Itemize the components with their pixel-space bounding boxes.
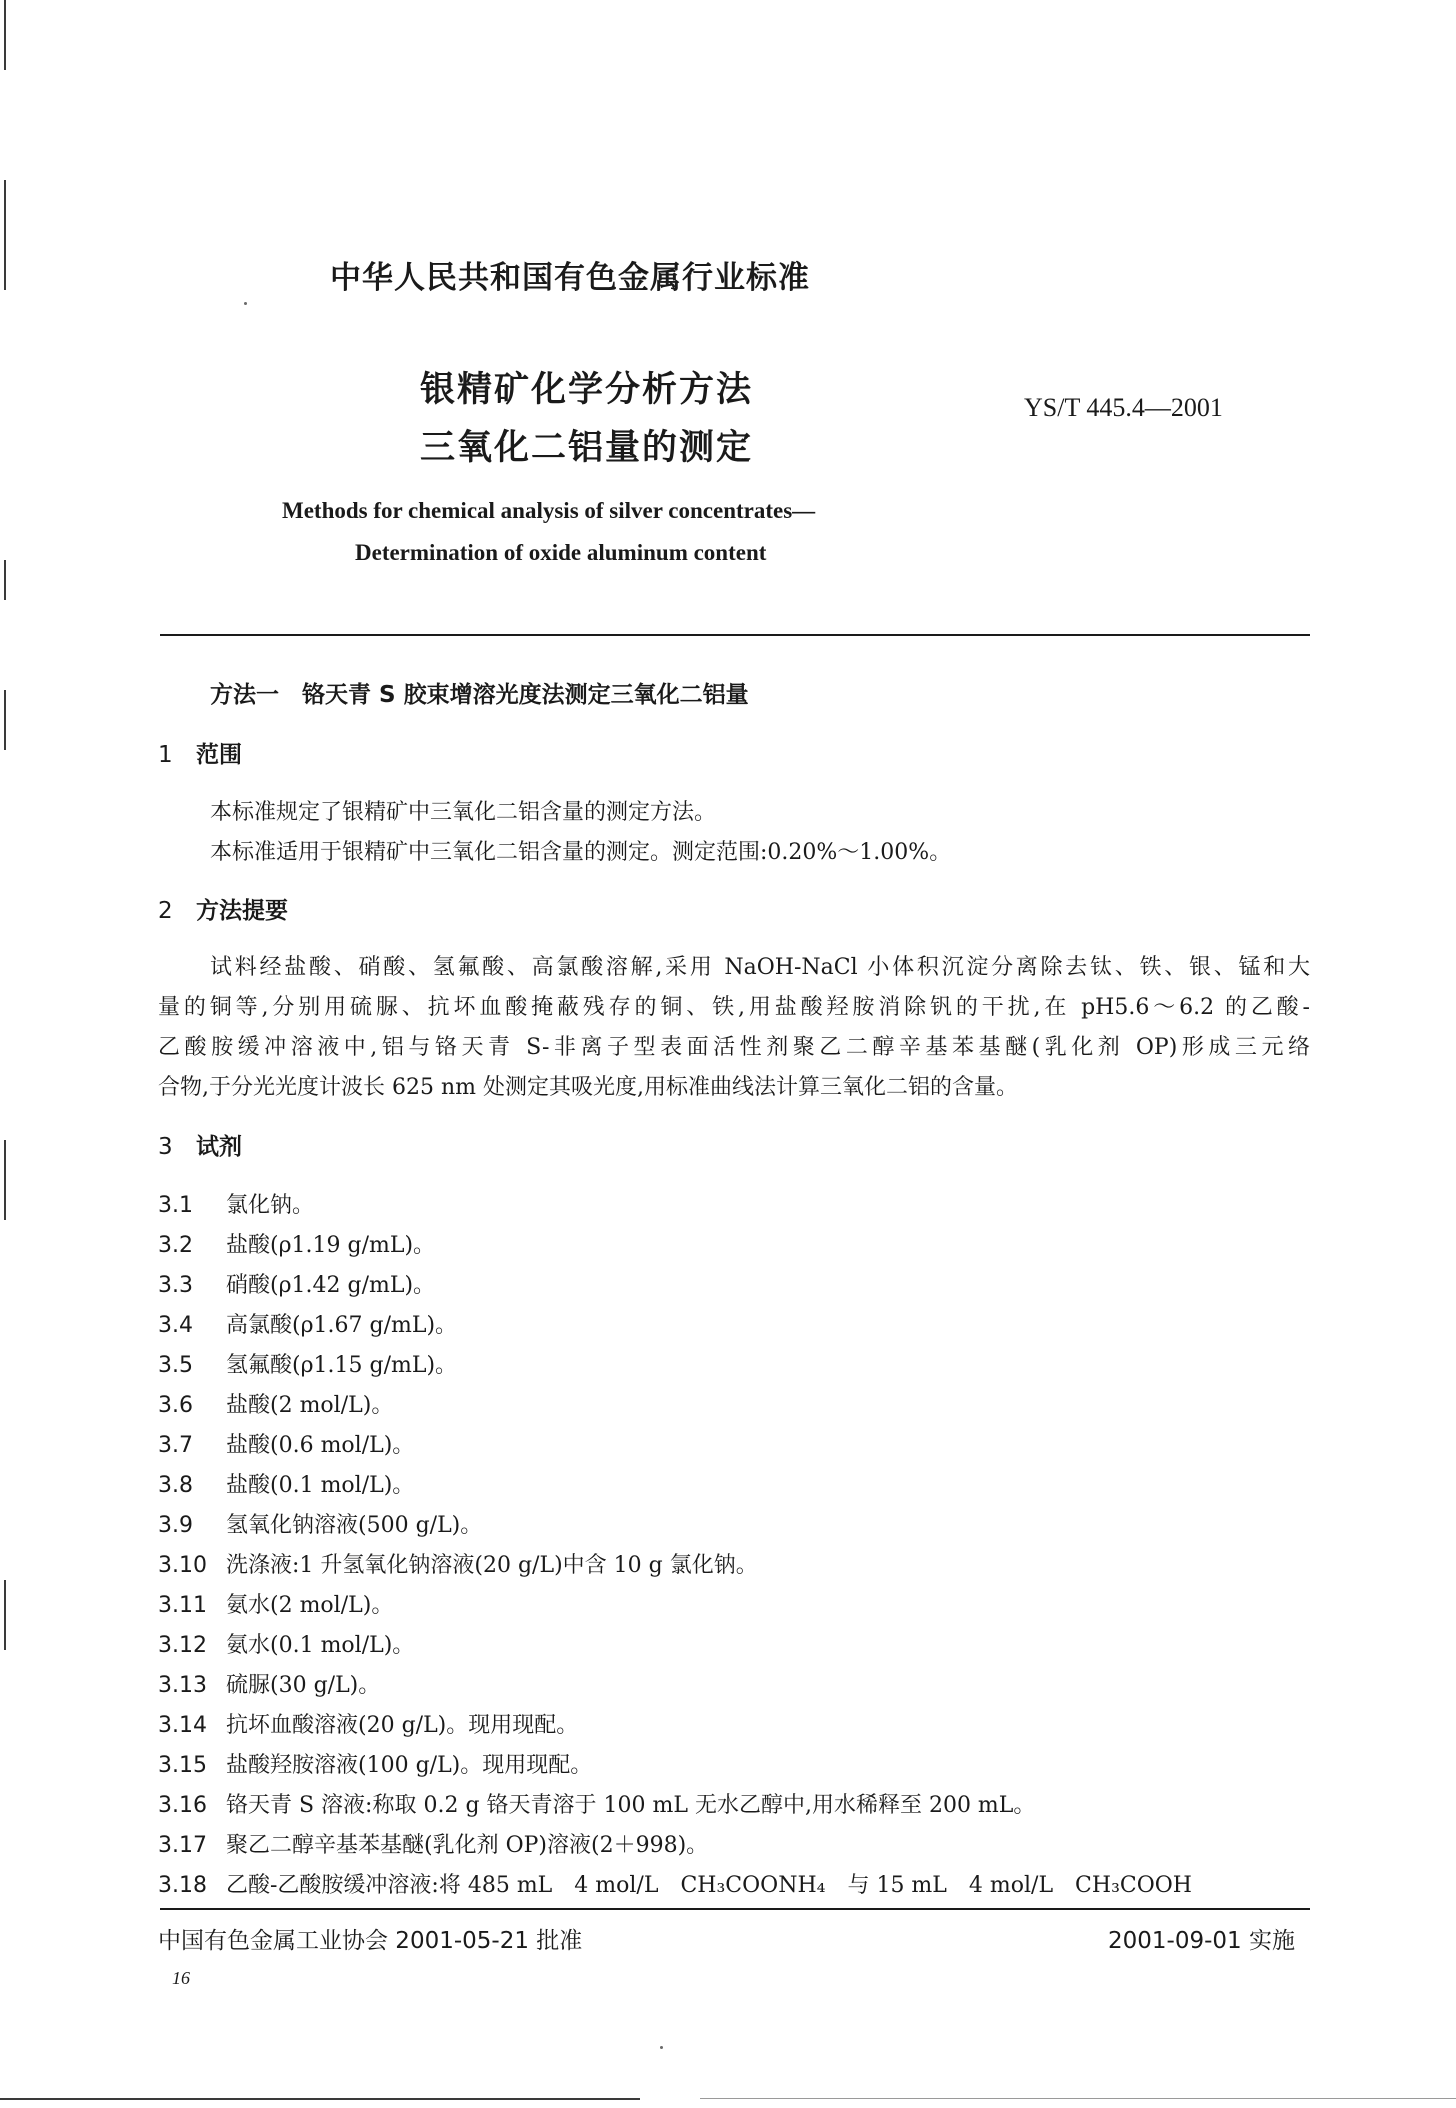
reagent-text: 乙酸-乙酸胺缓冲溶液:将 485 mL 4 mol/L CH₃COONH₄ 与 15 mL 4 mol/L CH₃COOH [226,1873,1192,1898]
english-title-line2: Determination of oxide aluminum content [355,540,767,565]
reagent-item [158,1388,393,1419]
section-number: 3 [158,1134,173,1160]
reagent-text: 氯化钠。 [226,1193,315,1218]
page-number: 16 [172,1968,190,1988]
paragraph-line: 量的铜等,分别用硫脲、抗坏血酸掩蔽残存的铜、铁,用盐酸羟胺消除钒的干扰,在 pH5.6～6.2 的乙酸- [158,995,1310,1020]
reagent-text: 盐酸(ρ1.19 g/mL)。 [226,1233,436,1258]
principle-paragraph [158,948,1310,1108]
reagent-item [158,1628,414,1659]
section-title: 试剂 [196,1134,242,1160]
reagent-text: 高氯酸(ρ1.67 g/mL)。 [226,1313,458,1338]
reagent-number: 3.13 [158,1673,207,1698]
reagent-item [158,1308,457,1339]
scan-edge-left [4,1140,6,1220]
paragraph-line: 乙酸胺缓冲溶液中,铝与铬天青 S-非离子型表面活性剂聚乙二醇辛基苯基醚(乳化剂 OP)形成三元络 [158,1035,1310,1060]
reagent-number: 3.17 [158,1833,207,1858]
reagent-item [158,1268,435,1299]
section-heading-scope [158,736,242,769]
reagent-text: 盐酸羟胺溶液(100 g/L)。现用现配。 [226,1753,593,1778]
reagent-text: 氨水(2 mol/L)。 [226,1593,394,1618]
section-number: 1 [158,742,173,768]
scan-edge-left [4,180,6,290]
reagent-number: 3.15 [158,1753,207,1778]
reagent-number: 3.7 [158,1433,193,1458]
scan-edge-bottom [0,2098,640,2100]
reagent-number: 3.5 [158,1353,193,1378]
reagent-number: 3.8 [158,1473,193,1498]
section-heading-reagents [158,1128,242,1161]
reagent-number: 3.12 [158,1633,207,1658]
reagent-number: 3.16 [158,1793,207,1818]
reagent-text: 聚乙二醇辛基苯基醚(乳化剂 OP)溶液(2＋998)。 [226,1833,709,1858]
document-title-line2: 三氧化二铝量的测定 [420,428,754,468]
reagent-item [158,1708,578,1739]
reagent-number: 3.6 [158,1393,193,1418]
reagent-text: 盐酸(0.1 mol/L)。 [226,1473,415,1498]
reagent-item [158,1428,414,1459]
reagent-text: 硫脲(30 g/L)。 [226,1673,381,1698]
reagent-item [158,1548,758,1579]
issuing-standard-body: 中华人民共和国有色金属行业标准 [330,260,810,296]
reagent-number: 3.2 [158,1233,193,1258]
paragraph-line: 试料经盐酸、硝酸、氢氟酸、高氯酸溶解,采用 NaOH-NaCl 小体积沉淀分离除去钛、铁、银、锰和大 [210,955,1310,980]
scan-edge-left [4,690,6,750]
section-number: 2 [158,898,173,924]
reagent-item [158,1668,380,1699]
reagent-text: 洗涤液:1 升氢氧化钠溶液(20 g/L)中含 10 g 氯化钠。 [226,1553,758,1578]
reagent-number: 3.11 [158,1593,207,1618]
reagent-number: 3.18 [158,1873,207,1898]
scan-edge-left [4,1580,6,1650]
implementation-date: 2001-09-01 实施 [1108,1928,1295,1954]
reagent-number: 3.4 [158,1313,193,1338]
reagent-number: 3.1 [158,1193,193,1218]
section-title: 方法提要 [196,898,288,924]
reagent-item [158,1468,414,1499]
reagent-item [158,1508,482,1539]
reagent-text: 抗坏血酸溶液(20 g/L)。现用现配。 [226,1713,579,1738]
reagent-number: 3.9 [158,1513,193,1538]
reagent-item [158,1748,592,1779]
reagent-item [158,1188,314,1219]
reagent-item [158,1348,457,1379]
reagent-number: 3.14 [158,1713,207,1738]
footer-divider [160,1908,1310,1910]
section-heading-principle [158,892,288,925]
reagent-text: 铬天青 S 溶液:称取 0.2 g 铬天青溶于 100 mL 无水乙醇中,用水稀释至 200 mL。 [226,1793,1036,1818]
method-title: 方法一 铬天青 S 胶束增溶光度法测定三氧化二铝量 [210,682,749,708]
section-title: 范围 [196,742,242,768]
paragraph-line: 合物,于分光光度计波长 625 nm 处测定其吸光度,用标准曲线法计算三氧化二铝的含量。 [158,1075,1018,1100]
reagent-item [158,1828,708,1859]
reagent-number: 3.10 [158,1553,207,1578]
scope-paragraph: 本标准规定了银精矿中三氧化二铝含量的测定方法。 [210,800,717,825]
document-title-line1: 银精矿化学分析方法 [420,370,754,410]
reagent-item [158,1228,435,1259]
reagent-item [158,1788,1035,1819]
reagent-text: 氢氧化钠溶液(500 g/L)。 [226,1513,483,1538]
scan-speck [660,2046,663,2049]
reagent-text: 硝酸(ρ1.42 g/mL)。 [226,1273,436,1298]
standard-code: YS/T 445.4—2001 [1024,393,1223,422]
reagent-item [158,1868,1192,1899]
reagent-text: 氢氟酸(ρ1.15 g/mL)。 [226,1353,458,1378]
reagent-number: 3.3 [158,1273,193,1298]
english-title-line1: Methods for chemical analysis of silver concentrates— [282,498,816,523]
reagent-text: 盐酸(0.6 mol/L)。 [226,1433,415,1458]
reagent-text: 氨水(0.1 mol/L)。 [226,1633,415,1658]
reagent-item [158,1588,393,1619]
scan-edge-left [4,0,6,70]
scan-speck [244,302,247,305]
scan-edge-left [4,560,6,600]
scope-paragraph: 本标准适用于银精矿中三氧化二铝含量的测定。测定范围:0.20%～1.00%。 [210,840,952,865]
approval-statement: 中国有色金属工业协会 2001-05-21 批准 [158,1928,583,1954]
header-divider [160,634,1310,636]
scan-edge-bottom [700,2098,1456,2099]
reagent-text: 盐酸(2 mol/L)。 [226,1393,394,1418]
